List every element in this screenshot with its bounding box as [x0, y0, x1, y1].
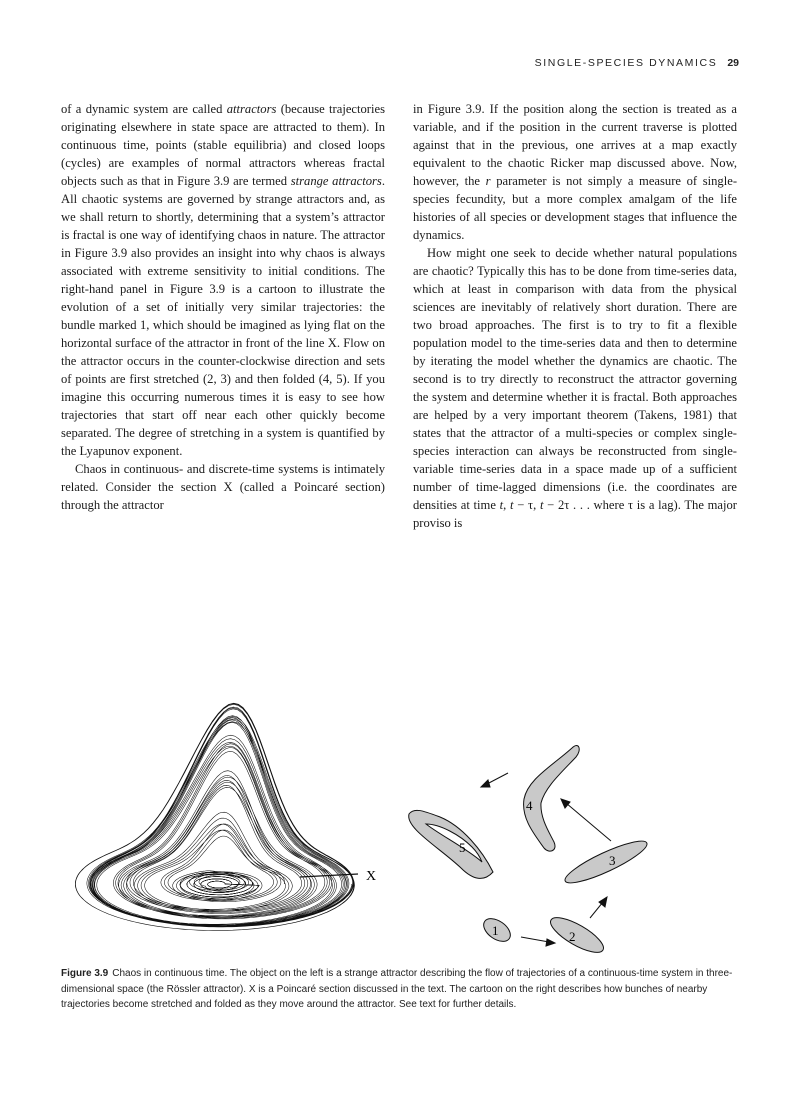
rossler-attractor: [75, 703, 354, 930]
bundle-2: [546, 911, 608, 958]
bundle-label-1: 1: [492, 923, 499, 938]
arrow-4-to-5: [481, 773, 508, 787]
caption-text: Chaos in continuous time. The object on the left is a strange attractor describing the flow of trajectories of a continuous-time system in three-dimensional space (the Rössler attractor). X is a Poincaré section discussed in the text. The cartoon on the right describes how bunches of nearby trajectories become stretched and folded as they move around the attractor. See text for further details.: [61, 968, 733, 1010]
right-column: [413, 100, 737, 532]
attractor-trajectory: [75, 703, 354, 930]
bundle-label-4: 4: [526, 798, 533, 813]
running-title: SINGLE-SPECIES DYNAMICS: [534, 57, 718, 69]
section-label-x: X: [366, 869, 377, 884]
attractor-core: [180, 872, 259, 897]
left-paragraph-1: of a dynamic system are called attractors (because trajectories originating elsewhere in state space are attracted to them). In continuous time, points (stable equilibria) and closed loops (cycles) are examples of normal attractors whereas fractal objects such as that in Figure 3.9 are termed strange attractors. All chaotic systems are governed by strange attractors and, as we shall return to shortly, determining that a system’s attractor is fractal is one way of identifying chaos in nature. The attractor in Figure 3.9 also provides an insight into why chaos is always associated with extreme sensitivity to initial conditions. The right-hand panel in Figure 3.9 is a cartoon to illustrate the evolution of a set of initially very similar trajectories: the bundle marked 1, which should be imagined as lying flat on the horizontal surface of the attractor in front of the line X. Flow on the attractor occurs in the counter-clockwise direction and sets of points are first stretched (2, 3) and then folded (4, 5). If you imagine this occurring numerous times it is easy to see how trajectories that start off near each other quickly become separated. The degree of stretching in a system is quantified by the Lyapunov exponent.: [61, 102, 385, 458]
caption-label: Figure 3.9: [61, 968, 109, 979]
bundle-5: [409, 810, 493, 878]
right-paragraph-2: How might one seek to decide whether natural populations are chaotic? Typically this has to be done from time-series data, which at least in comparison with data from the physical sciences are inevitably of relatively short duration. There are two broad approaches. The first is to try to fit a flexible population model to the time-series data and then to determine by iterating the model whether the dynamics are chaotic. The second is to try directly to reconstruct the attractor governing the system and determine whether it is fractal. Both approaches are helped by a very important theorem (Takens, 1981) that states that the attractor of a multi-species or complex single-species interaction can always be reconstructed from single-variable time-series data in a space made up of a sufficient number of time-lagged dimensions (i.e. the coordinates are densities at time t, t − τ, t − 2τ . . . where τ is a lag). The major proviso is: [413, 246, 738, 530]
bundle-label-3: 3: [609, 853, 616, 868]
page-number: 29: [727, 57, 739, 69]
arrow-1-to-2: [521, 937, 555, 946]
bundle-label-2: 2: [569, 929, 576, 944]
stretch-fold-cartoon: [409, 745, 651, 958]
figure-caption: [61, 966, 739, 1013]
running-header: [535, 57, 739, 69]
arrow-2-to-3: [590, 897, 607, 918]
left-column: [61, 100, 385, 514]
right-paragraph-1: in Figure 3.9. If the position along the section is treated as a variable, and if the position in the current traverse is plotted against that in the previous, one arrives at a map exactly equivalent to the chaotic Ricker map discussed above. Now, however, the r parameter is not simply a measure of single-species fecundity, but a more complex amalgam of the life histories of all species or development stages that influence the dynamics.: [413, 102, 738, 242]
left-paragraph-2: Chaos in continuous- and discrete-time systems is intimately related. Consider the section X (called a Poincaré section) through the attractor: [61, 462, 385, 512]
figure-svg: [0, 662, 797, 962]
bundle-label-5: 5: [459, 840, 466, 855]
figure-3-9: [0, 662, 797, 962]
bundle-3: [561, 834, 651, 889]
arrow-3-to-4: [561, 799, 611, 841]
